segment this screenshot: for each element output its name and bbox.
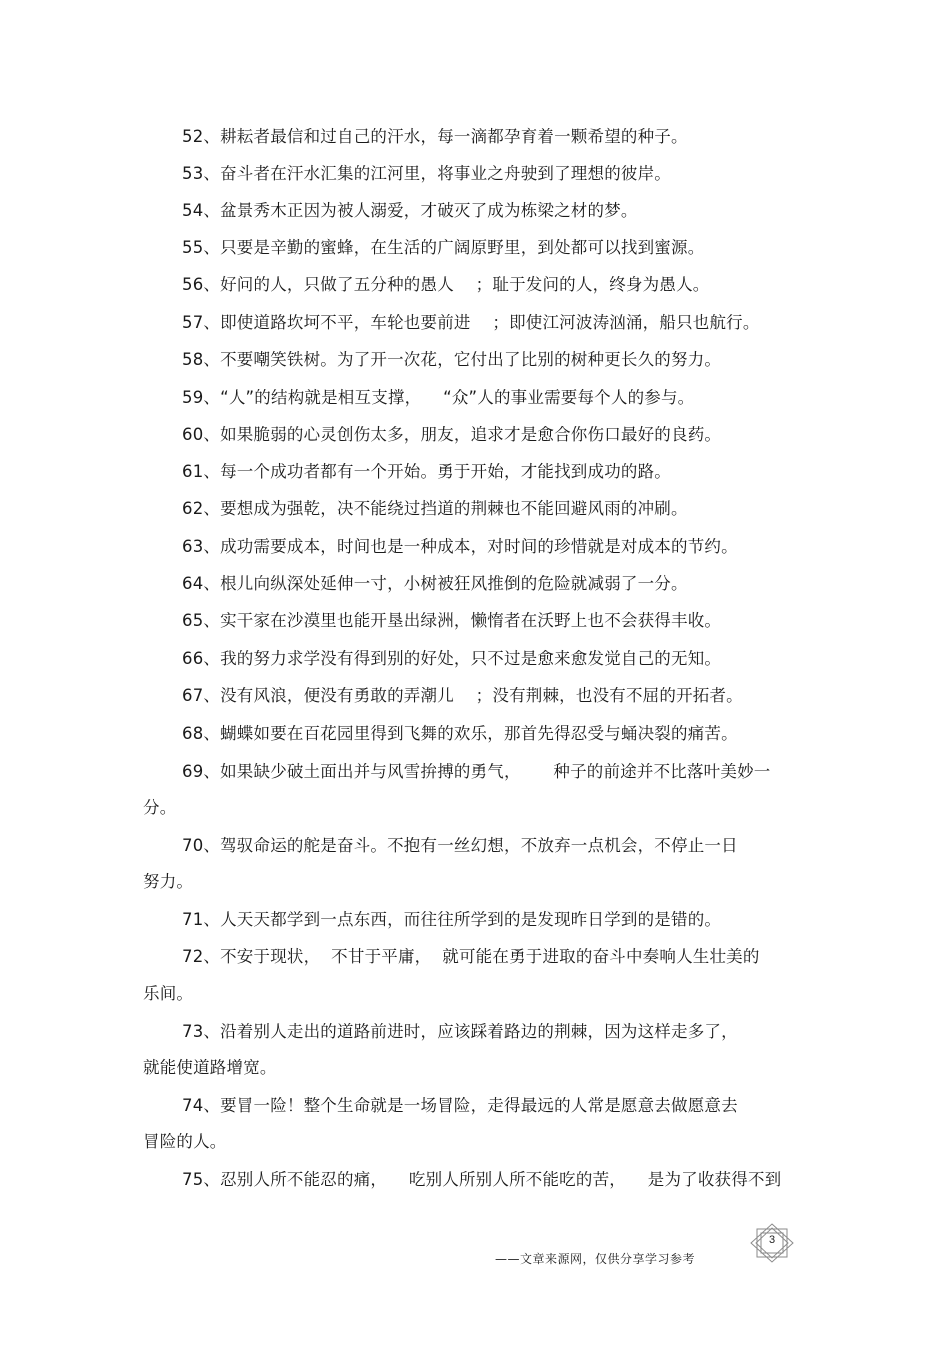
text-line: 69、如果缺少破土面出并与风雪拚搏的勇气， 种子的前途并不比落叶美妙一 xyxy=(182,762,771,781)
text-line: 65、实干家在沙漠里也能开垦出绿洲，懒惰者在沃野上也不会获得丰收。 xyxy=(182,611,722,630)
text-line: 70、驾驭命运的舵是奋斗。不抱有一丝幻想，不放弃一点机会，不停止一日 xyxy=(182,836,738,855)
text-line: 57、即使道路坎坷不平，车轮也要前进 ；即使江河波涛汹涌，船只也航行。 xyxy=(182,313,760,332)
text-line: 63、成功需要成本，时间也是一种成本，对时间的珍惜就是对成本的节约。 xyxy=(182,537,738,556)
text-line: 61、每一个成功者都有一个开始。勇于开始，才能找到成功的路。 xyxy=(182,462,671,481)
text-line: 64、根儿向纵深处延伸一寸，小树被狂风推倒的危险就减弱了一分。 xyxy=(182,574,688,593)
text-line: 53、奋斗者在汗水汇集的江河里，将事业之舟驶到了理想的彼岸。 xyxy=(182,164,671,183)
text-line: 59、“人”的结构就是相互支撑， “众”人的事业需要每个人的参与。 xyxy=(182,388,695,407)
text-line: 72、不安于现状， 不甘于平庸， 就可能在勇于进取的奋斗中奏响人生壮美的 xyxy=(182,947,760,966)
text-line: 54、盆景秀木正因为被人溺爱，才破灭了成为栋梁之材的梦。 xyxy=(182,201,638,220)
text-line: 就能使道路增宽。 xyxy=(143,1058,277,1077)
text-line: 60、如果脆弱的心灵创伤太多，朋友，追求才是愈合你伤口最好的良药。 xyxy=(182,425,722,444)
text-line: 66、我的努力求学没有得到别的好处，只不过是愈来愈发觉自己的无知。 xyxy=(182,649,722,668)
page-number-badge xyxy=(749,1222,795,1264)
text-line: 努力。 xyxy=(143,872,194,891)
text-line: 冒险的人。 xyxy=(143,1132,227,1151)
text-line: 67、没有风浪，便没有勇敢的弄潮儿 ；没有荆棘，也没有不屈的开拓者。 xyxy=(182,686,743,705)
text-line: 62、要想成为强乾，决不能绕过挡道的荆棘也不能回避风雨的冲刷。 xyxy=(182,499,688,518)
text-line: 分。 xyxy=(143,798,177,817)
footer-source-note: ——文章来源网，仅供分享学习参考 xyxy=(495,1252,696,1266)
text-line: 75、忍别人所不能忍的痛， 吃别人所别人所不能吃的苦， 是为了收获得不到 xyxy=(182,1170,782,1189)
page-number: 3 xyxy=(768,1234,776,1246)
text-line: 55、只要是辛勤的蜜蜂，在生活的广阔原野里，到处都可以找到蜜源。 xyxy=(182,238,705,257)
text-line: 58、不要嘲笑铁树。为了开一次花，它付出了比别的树种更长久的努力。 xyxy=(182,350,722,369)
text-line: 73、沿着别人走出的道路前进时，应该踩着路边的荆棘，因为这样走多了， xyxy=(182,1022,738,1041)
text-line: 52、耕耘者最信和过自己的汗水，每一滴都孕育着一颗希望的种子。 xyxy=(182,127,688,146)
text-line: 乐间。 xyxy=(143,984,194,1003)
text-line: 71、人天天都学到一点东西，而往往所学到的是发现昨日学到的是错的。 xyxy=(182,910,722,929)
text-line: 56、好问的人，只做了五分种的愚人 ；耻于发问的人，终身为愚人。 xyxy=(182,275,710,294)
text-line: 68、蝴蝶如要在百花园里得到飞舞的欢乐，那首先得忍受与蛹决裂的痛苦。 xyxy=(182,724,738,743)
text-line: 74、要冒一险！整个生命就是一场冒险，走得最远的人常是愿意去做愿意去 xyxy=(182,1096,738,1115)
